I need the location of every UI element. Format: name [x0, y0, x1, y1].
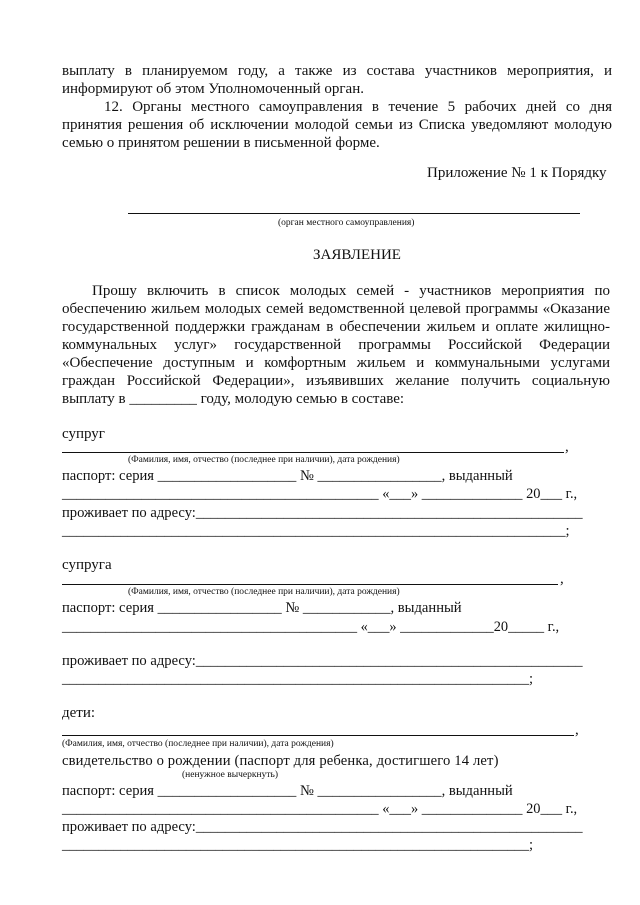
wife-address-line-2[interactable]: ________________________________________________________________;	[62, 671, 534, 687]
children-name-caption: (Фамилия, имя, отчество (последнее при наличии), дата рождения)	[62, 739, 334, 749]
husband-name-field[interactable]	[62, 452, 564, 453]
request-line: граждан Российской Федерации», изъявивших желание получить социальную	[62, 373, 610, 389]
strike-note: (ненужное вычеркнуть)	[182, 770, 278, 780]
wife-label: супруга	[62, 557, 112, 573]
request-line: обеспечению жильем молодых семей ведомственной целевой программы «Оказание	[62, 301, 610, 317]
document-title: ЗАЯВЛЕНИЕ	[313, 247, 401, 263]
request-line: коммунальных услуг» государственной программы Российской Федерации	[62, 337, 610, 353]
item-12-line: принятия решения об исключении молодой семьи из Списка уведомляют молодую	[62, 117, 612, 133]
husband-address-line[interactable]: проживает по адресу:_____________________________________________________	[62, 505, 583, 521]
request-line: «Обеспечение доступным и комфортным жильем и коммунальными услугами	[62, 355, 610, 371]
wife-address-line[interactable]: проживает по адресу:_____________________________________________________	[62, 653, 583, 669]
item-12-line: 12. Органы местного самоуправления в течение 5 рабочих дней со дня	[104, 99, 612, 115]
appendix-label: Приложение № 1 к Порядку	[427, 165, 607, 181]
request-line: Прошу включить в список молодых семей - участников мероприятия по	[92, 283, 610, 299]
children-issued-line[interactable]: ____________________________________________ «___» ______________ 20___ г.,	[62, 801, 578, 817]
request-line: выплату в _________ году, молодую семью в составе:	[62, 391, 405, 407]
husband-issued-line[interactable]: ____________________________________________ «___» ______________ 20___ г.,	[62, 486, 578, 502]
husband-address-line-2[interactable]: _____________________________________________________________________;	[62, 523, 570, 539]
children-label: дети:	[62, 705, 96, 721]
wife-name-caption: (Фамилия, имя, отчество (последнее при наличии), дата рождения)	[128, 587, 400, 597]
item-12-line: семью о принятом решении в письменной форме.	[62, 135, 380, 151]
children-address-line[interactable]: проживает по адресу:_____________________________________________________	[62, 819, 583, 835]
children-name-field[interactable]	[62, 735, 574, 736]
husband-label: супруг	[62, 426, 105, 442]
comma: ,	[565, 439, 569, 455]
paragraph-line: информируют об этом Уполномоченный орган.	[62, 81, 364, 97]
husband-passport-line[interactable]: паспорт: серия ___________________ № _________________, выданный	[62, 468, 513, 484]
wife-passport-line[interactable]: паспорт: серия _________________ № ____________, выданный	[62, 600, 462, 616]
request-line: государственной поддержки гражданам в обеспечении жильем и оплате жилищно-	[62, 319, 610, 335]
children-address-line-2[interactable]: ________________________________________________________________;	[62, 837, 534, 853]
authority-caption: (орган местного самоуправления)	[278, 218, 415, 228]
birth-certificate-line: свидетельство о рождении (паспорт для ребенка, достигшего 14 лет)	[62, 753, 499, 769]
wife-name-field[interactable]	[62, 584, 558, 585]
children-passport-line[interactable]: паспорт: серия ___________________ № _________________, выданный	[62, 783, 513, 799]
authority-line	[128, 213, 580, 214]
husband-name-caption: (Фамилия, имя, отчество (последнее при наличии), дата рождения)	[128, 455, 400, 465]
comma: ,	[560, 571, 564, 587]
paragraph-line: выплату в планируемом году, а также из состава участников мероприятия, и	[62, 63, 612, 79]
wife-issued-line[interactable]: _________________________________________ «___» _____________20_____ г.,	[62, 619, 560, 635]
comma: ,	[575, 722, 579, 738]
